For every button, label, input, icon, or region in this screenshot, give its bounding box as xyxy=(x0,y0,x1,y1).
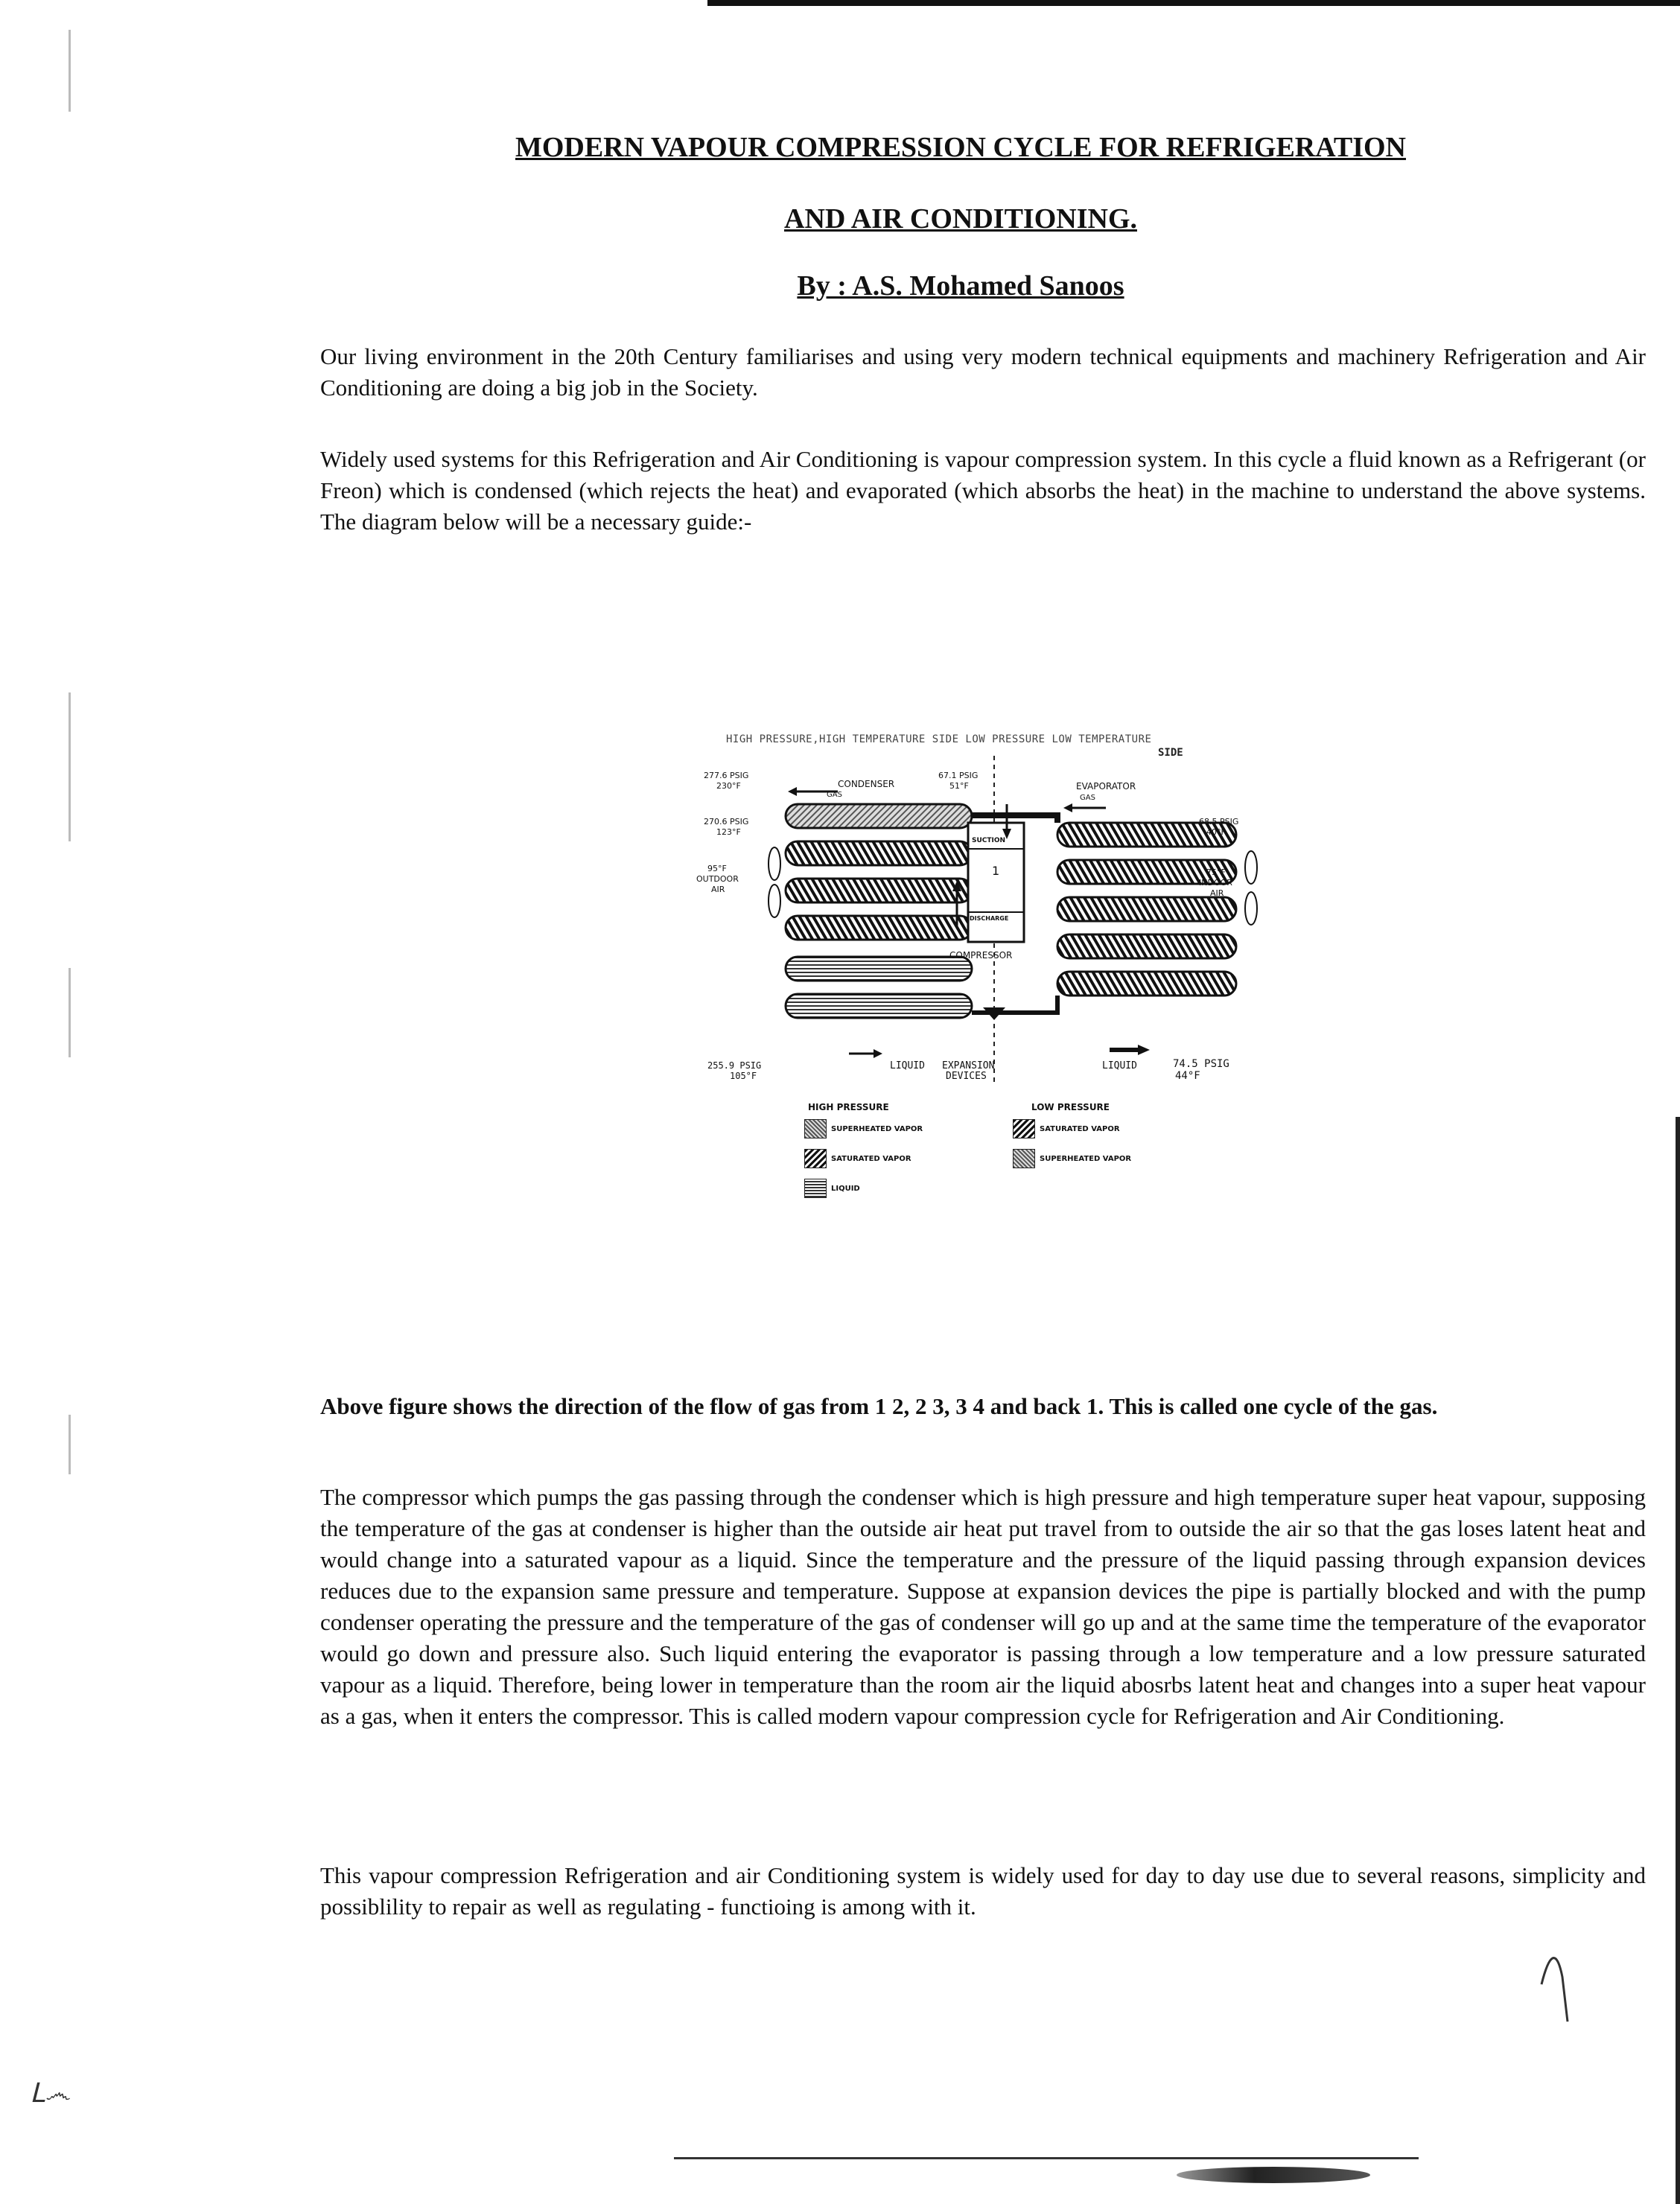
scan-right-edge xyxy=(1676,1117,1680,2204)
diagram-top-caption-side: SIDE xyxy=(1158,747,1183,759)
legend-high-saturated xyxy=(804,1149,911,1168)
pressure-270: 270.6 PSIG xyxy=(704,817,749,827)
pressure-74: 74.5 PSIG xyxy=(1173,1058,1229,1070)
indoor-fan xyxy=(1245,851,1257,925)
legend-swatch xyxy=(804,1149,827,1168)
liquid-label-left: LIQUID xyxy=(890,1060,925,1071)
temp-230: 230°F xyxy=(716,781,741,791)
temp-105: 105°F xyxy=(730,1071,757,1081)
pressure-68: 68.5 PSIG xyxy=(1199,817,1239,827)
legend-high-liquid xyxy=(804,1179,860,1198)
legend-label: SATURATED VAPOR xyxy=(831,1154,911,1163)
legend-high-superheated xyxy=(804,1119,923,1138)
temp-123: 123°F xyxy=(716,827,741,837)
paragraph-systems: Widely used systems for this Refrigeration and Air Conditioning is vapour compression system. In this cycle a fluid known as a Refrigerant (or Freon) which is condensed (which rejects the heat) and evaporated (which absorbs the heat) in the machine to understand the above systems. The diagram below will be a necessary guide:- xyxy=(320,446,1646,535)
temp-51: 51°F xyxy=(949,781,969,791)
scan-left-mark xyxy=(69,692,71,841)
document-title-line2: AND AIR CONDITIONING. xyxy=(784,203,1137,235)
gas-label-left: GAS xyxy=(827,791,842,799)
paragraph-intro: Our living environment in the 20th Century familiarises and using very modern technical equipments and machinery Refrigeration and Air Conditioning are doing a big job in the Society. xyxy=(320,343,1646,401)
scan-left-mark xyxy=(69,968,71,1057)
indoor-label: INDOOR xyxy=(1199,878,1232,888)
legend-high-pressure-heading: HIGH PRESSURE xyxy=(808,1102,889,1112)
indoor-temp: 75°F xyxy=(1206,867,1226,877)
suction-label: SUCTION xyxy=(972,837,1006,844)
liquid-pipe xyxy=(972,996,1057,1013)
legend-label: SUPERHEATED VAPOR xyxy=(831,1124,923,1133)
legend-label: SATURATED VAPOR xyxy=(1040,1124,1120,1133)
liquid-label-right: LIQUID xyxy=(1102,1060,1137,1071)
discharge-label: DISCHARGE xyxy=(970,915,1009,922)
outdoor-label: OUTDOOR xyxy=(696,874,739,884)
document-title-line1: MODERN VAPOUR COMPRESSION CYCLE FOR REFRIGERATION xyxy=(515,132,1407,163)
legend-low-saturated xyxy=(1013,1119,1120,1138)
evaporator-label: EVAPORATOR xyxy=(1076,781,1136,792)
refrigeration-cycle-diagram xyxy=(685,733,1266,1225)
diagram-drawing xyxy=(685,733,1266,1091)
paragraph-cycle-explanation: The compressor which pumps the gas passing through the condenser which is high pressure and high temperature super heat vapour, supposing the temperature of the gas at condenser is higher than the outside air heat put travel from to outside the air so that the gas loses latent heat and would change into a saturated vapour as a liquid. Since the temperature and the pressure of the liquid passing through expansion devices reduces due to the expansion same pressure and temperature. Suppose at expansion devices the pipe is partially blocked and with the pump condenser operating the pressure and the temperature of the gas of condenser will go up and at the same time the temperature of the evaporator would go down and pressure also. Such liquid entering the evaporator is passing through a low temperature and a low pressure saturated vapour as a liquid. Therefore, being lower in temperature than the room air the liquid abosrbs latent heat and changes into a super heat vapour as a gas, when it enters the compressor. This is called modern vapour compression cycle for Refrigeration and Air Conditioning. xyxy=(320,1484,1646,1729)
pressure-255: 255.9 PSIG xyxy=(707,1060,762,1071)
outdoor-fan xyxy=(769,847,780,917)
legend-low-superheated xyxy=(1013,1149,1131,1168)
scan-bottom-smudge xyxy=(1177,2167,1370,2183)
scan-corner-mark: ᒪ෴ xyxy=(30,2078,71,2108)
gas-label-right: GAS xyxy=(1080,794,1095,802)
outdoor-air-label: AIR xyxy=(711,885,725,894)
legend-swatch xyxy=(1013,1119,1035,1138)
pressure-67: 67.1 PSIG xyxy=(938,771,979,780)
legend-swatch xyxy=(804,1119,827,1138)
outdoor-temp: 95°F xyxy=(707,864,727,873)
legend-label: LIQUID xyxy=(831,1184,860,1193)
scan-top-edge xyxy=(707,0,1680,6)
temp-44: 44°F xyxy=(1175,1070,1200,1082)
document-byline: By : A.S. Mohamed Sanoos xyxy=(797,270,1124,302)
scan-left-mark xyxy=(69,30,71,112)
compressor-label: COMPRESSOR xyxy=(949,950,1013,961)
legend-label: SUPERHEATED VAPOR xyxy=(1040,1154,1132,1163)
legend-low-pressure-heading: LOW PRESSURE xyxy=(1031,1102,1110,1112)
compressor-number: 1 xyxy=(992,864,1000,878)
scan-pen-mark xyxy=(1534,1940,1579,2029)
pressure-277: 277.6 PSIG xyxy=(704,771,749,780)
expansion-label: EXPANSION xyxy=(942,1060,995,1071)
scan-left-mark xyxy=(69,1415,71,1474)
legend-swatch xyxy=(1013,1149,1035,1168)
evaporator-coil xyxy=(1057,823,1236,996)
condenser-label: CONDENSER xyxy=(838,779,895,789)
paragraph-conclusion: This vapour compression Refrigeration and air Conditioning system is widely used for day to day use due to several reasons, simplicity and possiblility to repair as well as regulating - functioing is among with it. xyxy=(320,1862,1646,1920)
devices-label: DEVICES xyxy=(946,1071,987,1082)
indoor-air-label: AIR xyxy=(1210,888,1224,898)
temp-40: 40°F xyxy=(1206,827,1226,837)
scan-bottom-line xyxy=(674,2157,1419,2159)
condenser-coil xyxy=(786,804,972,1018)
paragraph-figure-caption: Above figure shows the direction of the flow of gas from 1 2, 2 3, 3 4 and back 1. This is called one cycle of the gas. xyxy=(320,1393,1438,1419)
legend-swatch xyxy=(804,1179,827,1198)
diagram-top-caption: HIGH PRESSURE,HIGH TEMPERATURE SIDE LOW PRESSURE LOW TEMPERATURE xyxy=(726,733,1152,745)
